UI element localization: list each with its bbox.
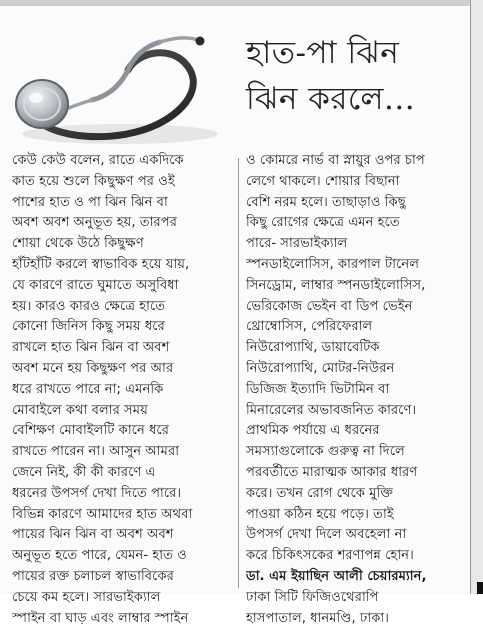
article-headline	[246, 30, 468, 122]
author-name: ডা. এম ইয়াছিন আলী চেয়ারম্যান,	[246, 568, 427, 584]
text-line: কোনো জিনিস কিছু সময় ধরে	[12, 319, 165, 335]
text-line: যে কারণে রাতে ঘুমাতে অসুবিধা	[12, 277, 179, 293]
text-line: ধরনের উপসর্গ দেখা দিতে পারে।	[12, 485, 182, 501]
text-line: জেনে নিই, কী কী কারণে এ	[12, 464, 156, 480]
text-line: কেউ কেউ বলেন, রাতে একদিকে	[12, 153, 184, 168]
adjacent-column-edge	[470, 0, 483, 594]
author-affiliation: ঢাকা সিটি ফিজিওথেরাপি	[246, 589, 379, 605]
text-line: থ্রোম্বোসিস, পেরিফেরাল	[246, 319, 373, 335]
text-line: ভেরিকোজ ভেইন বা ডিপ ভেইন	[246, 298, 413, 314]
text-line: কিছু রোগের ক্ষেত্রে এমন হতে	[246, 215, 400, 231]
text-line: বেশিক্ষণ মোবাইলটি কানে ধরে	[12, 423, 169, 439]
stethoscope-icon	[8, 12, 230, 150]
text-line: লেগে থাকলে। শোয়ার বিছানা	[246, 173, 400, 189]
text-line: সিনড্রোম, লাম্বার স্পনডাইলোসিস,	[246, 277, 426, 293]
text-line: শোয়া থেকে উঠে কিছুক্ষণ	[12, 236, 144, 252]
text-line: করে। তখন রোগ থেকে মুক্তি	[246, 485, 394, 501]
edge-mark	[477, 582, 483, 594]
author-location: হাসপাতাল, ধানমণ্ডি, ঢাকা।	[246, 610, 389, 626]
text-line: ধরে রাখতে পারে না; এমনকি	[12, 381, 164, 397]
text-line: করে চিকিৎসকের শরণাপন্ন হোন।	[246, 548, 414, 564]
text-line: নিউরোপ্যাথি, মোটর-নিউরন	[246, 360, 395, 376]
article-column-right	[246, 151, 468, 629]
text-line: হাঁটহাঁটি করলে স্বাভাবিক হয়ে যায়,	[12, 256, 190, 272]
text-line: স্পাইন বা ঘাড় এবং লাম্বার স্পাইন	[12, 610, 189, 626]
text-line: মিনারেলের অভাবজনিত কারণে।	[246, 402, 417, 418]
text-line: রাখলে হাত ঝিন ঝিন বা অবশ	[12, 340, 170, 356]
text-line: উপসর্গ দেখা দিলে অবহেলা না	[246, 527, 407, 543]
top-border	[0, 0, 470, 6]
text-line: চেয়ে কম হলে। সারভাইক্যাল	[12, 589, 161, 605]
text-line: ডিজিজ ইত্যাদি ভিটামিন বা	[246, 381, 390, 397]
headline-line-1: হাত-পা ঝিন	[246, 35, 400, 71]
text-line: অনুভূত হতে পারে, যেমন- হাত ও	[12, 548, 187, 564]
text-line: পায়ের ঝিন ঝিন বা অবশ অবশ	[12, 527, 174, 543]
text-line: সমস্যাগুলোকে গুরুত্ব না দিলে	[246, 444, 405, 460]
text-line: মোবাইলে কথা বলার সময়	[12, 402, 148, 418]
text-line: স্পনডাইলোসিস, কারপাল টানেল	[246, 256, 420, 272]
text-line: পায়ের রক্ত চলাচল স্বাভাবিকের	[12, 568, 174, 584]
headline-line-2: ঝিন করলে...	[246, 81, 416, 117]
article-column-left	[12, 151, 234, 629]
text-line: ও কোমরে নার্ভ বা স্নায়ুর ওপর চাপ	[246, 153, 425, 168]
text-line: পাওয়া কঠিন হয়ে পড়ে। তাই	[246, 506, 394, 522]
text-line: নিউরোপ্যাথি, ডায়াবেটিক	[246, 340, 380, 356]
column-divider	[238, 158, 239, 588]
text-line: অবশ অবশ অনুভূত হয়, তারপর	[12, 215, 177, 231]
text-line: পারে- সারভাইক্যাল	[246, 236, 348, 252]
text-line: পরবর্তীতে মারাত্মক আকার ধারণ	[246, 464, 418, 480]
text-line: পাশের হাত ও পা ঝিন ঝিন বা	[12, 194, 168, 210]
text-line: হয়। কারও কারও ক্ষেত্রে হাতে	[12, 298, 166, 314]
text-line: বিভিন্ন কারণে আমাদের হাত অথবা	[12, 506, 193, 522]
text-line: প্রাথমিক পর্যায়ে এ ধরনের	[246, 423, 380, 439]
text-line: কাত হয়ে শুলে কিছুক্ষণ পর ওই	[12, 173, 175, 189]
text-line: অবশ মনে হয় কিছুক্ষণ পর আর	[12, 360, 174, 376]
text-line: রাখতে পারেন না। আসুন আমরা	[12, 444, 180, 460]
text-line: বেশি নরম হলে। তাছাড়াও কিছু	[246, 194, 406, 210]
